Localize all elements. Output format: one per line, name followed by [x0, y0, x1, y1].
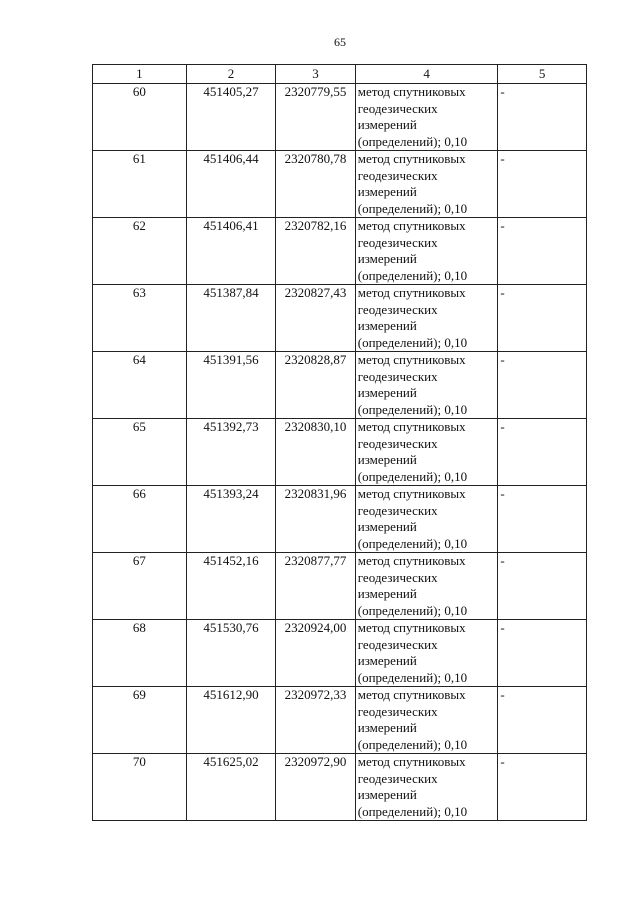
column-header: 2 [186, 65, 276, 84]
note-cell: - [498, 754, 587, 821]
x-coordinate-cell: 451392,73 [186, 419, 276, 486]
table-row [93, 285, 587, 352]
method-text-line: измерений [357, 117, 417, 132]
point-number-cell: 66 [93, 486, 187, 553]
method-text-line: геодезических [357, 569, 438, 585]
point-number-cell: 62 [93, 218, 187, 285]
y-coordinate-cell: 2320924,00 [276, 620, 355, 687]
table-row [93, 352, 587, 419]
point-number-cell: 70 [93, 754, 187, 821]
method-text-line: геодезических [357, 368, 438, 384]
method-text-line: измерений [357, 184, 417, 199]
note-cell: - [498, 151, 587, 218]
y-coordinate-cell: 2320972,33 [276, 687, 355, 754]
method-cell [355, 620, 498, 687]
point-number-cell: 61 [93, 151, 187, 218]
method-text-line: (определений); 0,10 [357, 401, 468, 417]
column-header: 5 [498, 65, 587, 84]
table-row [93, 419, 587, 486]
method-cell [355, 553, 498, 620]
method-text-line: метод спутниковых [357, 151, 466, 166]
method-text-line: (определений); 0,10 [357, 669, 468, 685]
x-coordinate-cell: 451452,16 [186, 553, 276, 620]
method-text-line: (определений); 0,10 [357, 535, 468, 551]
method-text-line: геодезических [357, 167, 438, 183]
method-text-line: геодезических [357, 770, 438, 786]
column-header: 3 [276, 65, 355, 84]
method-text-line: измерений [357, 385, 417, 400]
method-text-line: метод спутниковых [357, 754, 466, 769]
method-cell [355, 352, 498, 419]
table-row [93, 754, 587, 821]
x-coordinate-cell: 451406,44 [186, 151, 276, 218]
y-coordinate-cell: 2320827,43 [276, 285, 355, 352]
table-row [93, 620, 587, 687]
y-coordinate-cell: 2320779,55 [276, 84, 355, 151]
note-cell: - [498, 486, 587, 553]
method-text-line: (определений); 0,10 [357, 267, 468, 283]
table-row [93, 687, 587, 754]
method-text-line: метод спутниковых [357, 553, 466, 568]
y-coordinate-cell: 2320780,78 [276, 151, 355, 218]
x-coordinate-cell: 451387,84 [186, 285, 276, 352]
y-coordinate-cell: 2320830,10 [276, 419, 355, 486]
note-cell: - [498, 553, 587, 620]
table-row [93, 84, 587, 151]
method-text-line: геодезических [357, 636, 438, 652]
table-row [93, 218, 587, 285]
method-text-line: (определений); 0,10 [357, 200, 468, 216]
x-coordinate-cell: 451391,56 [186, 352, 276, 419]
y-coordinate-cell: 2320877,77 [276, 553, 355, 620]
x-coordinate-cell: 451406,41 [186, 218, 276, 285]
method-text-line: (определений); 0,10 [357, 803, 468, 819]
method-text-line: (определений); 0,10 [357, 736, 468, 752]
method-text-line: (определений); 0,10 [357, 334, 468, 350]
method-text-line: геодезических [357, 301, 438, 317]
note-cell: - [498, 687, 587, 754]
method-cell [355, 151, 498, 218]
y-coordinate-cell: 2320972,90 [276, 754, 355, 821]
method-text-line: измерений [357, 519, 417, 534]
note-cell: - [498, 218, 587, 285]
point-number-cell: 63 [93, 285, 187, 352]
note-cell: - [498, 84, 587, 151]
method-text-line: метод спутниковых [357, 352, 466, 367]
method-text-line: метод спутниковых [357, 419, 466, 434]
method-cell [355, 419, 498, 486]
method-text-line: измерений [357, 787, 417, 802]
method-text-line: метод спутниковых [357, 84, 466, 99]
x-coordinate-cell: 451530,76 [186, 620, 276, 687]
method-text-line: метод спутниковых [357, 620, 466, 635]
method-text-line: (определений); 0,10 [357, 602, 468, 618]
method-text-line: измерений [357, 720, 417, 735]
note-cell: - [498, 285, 587, 352]
method-text-line: измерений [357, 452, 417, 467]
method-cell [355, 84, 498, 151]
table-header-row [93, 65, 587, 84]
method-text-line: геодезических [357, 234, 438, 250]
column-header: 4 [355, 65, 498, 84]
method-cell [355, 486, 498, 553]
method-text-line: метод спутниковых [357, 486, 466, 501]
point-number-cell: 60 [93, 84, 187, 151]
method-cell [355, 218, 498, 285]
point-number-cell: 69 [93, 687, 187, 754]
method-text-line: геодезических [357, 100, 438, 116]
method-text-line: (определений); 0,10 [357, 133, 468, 149]
method-text-line: геодезических [357, 703, 438, 719]
point-number-cell: 68 [93, 620, 187, 687]
coordinates-table [92, 64, 587, 821]
y-coordinate-cell: 2320782,16 [276, 218, 355, 285]
x-coordinate-cell: 451612,90 [186, 687, 276, 754]
x-coordinate-cell: 451625,02 [186, 754, 276, 821]
note-cell: - [498, 620, 587, 687]
table-body [93, 65, 587, 821]
table-row [93, 553, 587, 620]
method-cell [355, 285, 498, 352]
point-number-cell: 64 [93, 352, 187, 419]
note-cell: - [498, 352, 587, 419]
method-text-line: измерений [357, 586, 417, 601]
method-text-line: геодезических [357, 502, 438, 518]
point-number-cell: 65 [93, 419, 187, 486]
table-row [93, 151, 587, 218]
table-row [93, 486, 587, 553]
method-text-line: измерений [357, 251, 417, 266]
note-cell: - [498, 419, 587, 486]
method-text-line: метод спутниковых [357, 218, 466, 233]
method-text-line: метод спутниковых [357, 687, 466, 702]
x-coordinate-cell: 451393,24 [186, 486, 276, 553]
method-cell [355, 754, 498, 821]
y-coordinate-cell: 2320828,87 [276, 352, 355, 419]
point-number-cell: 67 [93, 553, 187, 620]
y-coordinate-cell: 2320831,96 [276, 486, 355, 553]
method-text-line: геодезических [357, 435, 438, 451]
method-text-line: (определений); 0,10 [357, 468, 468, 484]
page-number: 65 [334, 35, 346, 49]
method-text-line: измерений [357, 653, 417, 668]
x-coordinate-cell: 451405,27 [186, 84, 276, 151]
column-header: 1 [93, 65, 187, 84]
method-text-line: метод спутниковых [357, 285, 466, 300]
method-text-line: измерений [357, 318, 417, 333]
method-cell [355, 687, 498, 754]
